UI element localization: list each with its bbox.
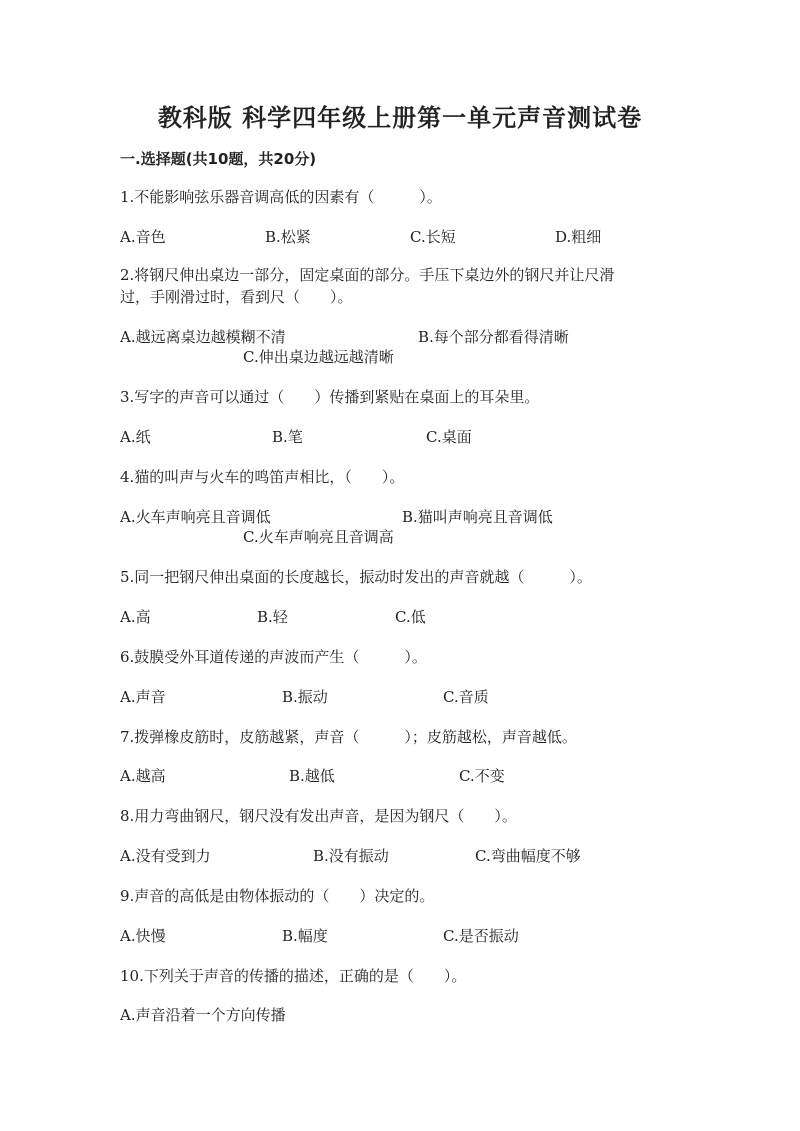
question-2-option-a[interactable]: A.越远离桌边越模糊不清 [120,328,286,346]
question-4-option-a[interactable]: A.火车声响亮且音调低 [120,508,271,526]
question-7-option-b[interactable]: B.越低 [289,767,335,785]
question-6-option-c[interactable]: C.音质 [443,688,489,706]
question-10-stem: 10.下列关于声音的传播的描述，正确的是（ ）。 [120,967,467,985]
question-3-option-a[interactable]: A.纸 [120,428,151,446]
question-1-option-b[interactable]: B.松紧 [265,228,311,246]
question-3-option-c[interactable]: C.桌面 [426,428,472,446]
question-3-stem: 3.写字的声音可以通过（ ）传播到紧贴在桌面上的耳朵里。 [120,388,540,406]
question-9-option-a[interactable]: A.快慢 [120,927,166,945]
question-9-option-c[interactable]: C.是否振动 [443,927,519,945]
question-8-option-c[interactable]: C.弯曲幅度不够 [475,847,581,865]
question-5-stem: 5.同一把钢尺伸出桌面的长度越长，振动时发出的声音就越（ ）。 [120,568,592,586]
question-1-stem: 1.不能影响弦乐器音调高低的因素有（ ）。 [120,188,442,206]
question-6-stem: 6.鼓膜受外耳道传递的声波而产生（ ）。 [120,648,427,666]
question-5-option-a[interactable]: A.高 [120,608,151,626]
question-10-option-a[interactable]: A.声音沿着一个方向传播 [120,1006,286,1024]
question-9-stem: 9.声音的高低是由物体振动的（ ）决定的。 [120,887,435,905]
question-9-option-b[interactable]: B.幅度 [282,927,328,945]
question-1-option-a[interactable]: A.音色 [120,228,166,246]
section-heading: 一.选择题(共10题，共20分) [120,150,317,168]
question-7-option-a[interactable]: A.越高 [120,767,166,785]
question-2-stem-line-2: 过，手刚滑过时，看到尺（ ）。 [120,288,353,306]
question-6-option-b[interactable]: B.振动 [282,688,328,706]
question-2-option-b[interactable]: B.每个部分都看得清晰 [418,328,569,346]
question-2-stem-line-1: 2.将钢尺伸出桌边一部分，固定桌面的部分。手压下桌边外的钢尺并让尺滑 [120,266,615,284]
page-title: 教科版 科学四年级上册第一单元声音测试卷 [157,104,643,132]
question-1-option-c[interactable]: C.长短 [410,228,456,246]
question-3-option-b[interactable]: B.笔 [272,428,303,446]
question-7-stem: 7.拨弹橡皮筋时，皮筋越紧，声音（ ）；皮筋越松，声音越低。 [120,728,577,746]
question-4-stem: 4.猫的叫声与火车的鸣笛声相比，（ ）。 [120,468,405,486]
question-4-option-c[interactable]: C.火车声响亮且音调高 [243,528,394,546]
question-8-option-a[interactable]: A.没有受到力 [120,847,211,865]
question-1-option-d[interactable]: D.粗细 [555,228,602,246]
question-4-option-b[interactable]: B.猫叫声响亮且音调低 [402,508,553,526]
question-8-stem: 8.用力弯曲钢尺，钢尺没有发出声音，是因为钢尺（ ）。 [120,807,517,825]
question-6-option-a[interactable]: A.声音 [120,688,166,706]
question-2-option-c[interactable]: C.伸出桌边越远越清晰 [243,348,394,366]
question-7-option-c[interactable]: C.不变 [459,767,505,785]
question-5-option-b[interactable]: B.轻 [257,608,288,626]
question-8-option-b[interactable]: B.没有振动 [313,847,389,865]
question-5-option-c[interactable]: C.低 [395,608,426,626]
